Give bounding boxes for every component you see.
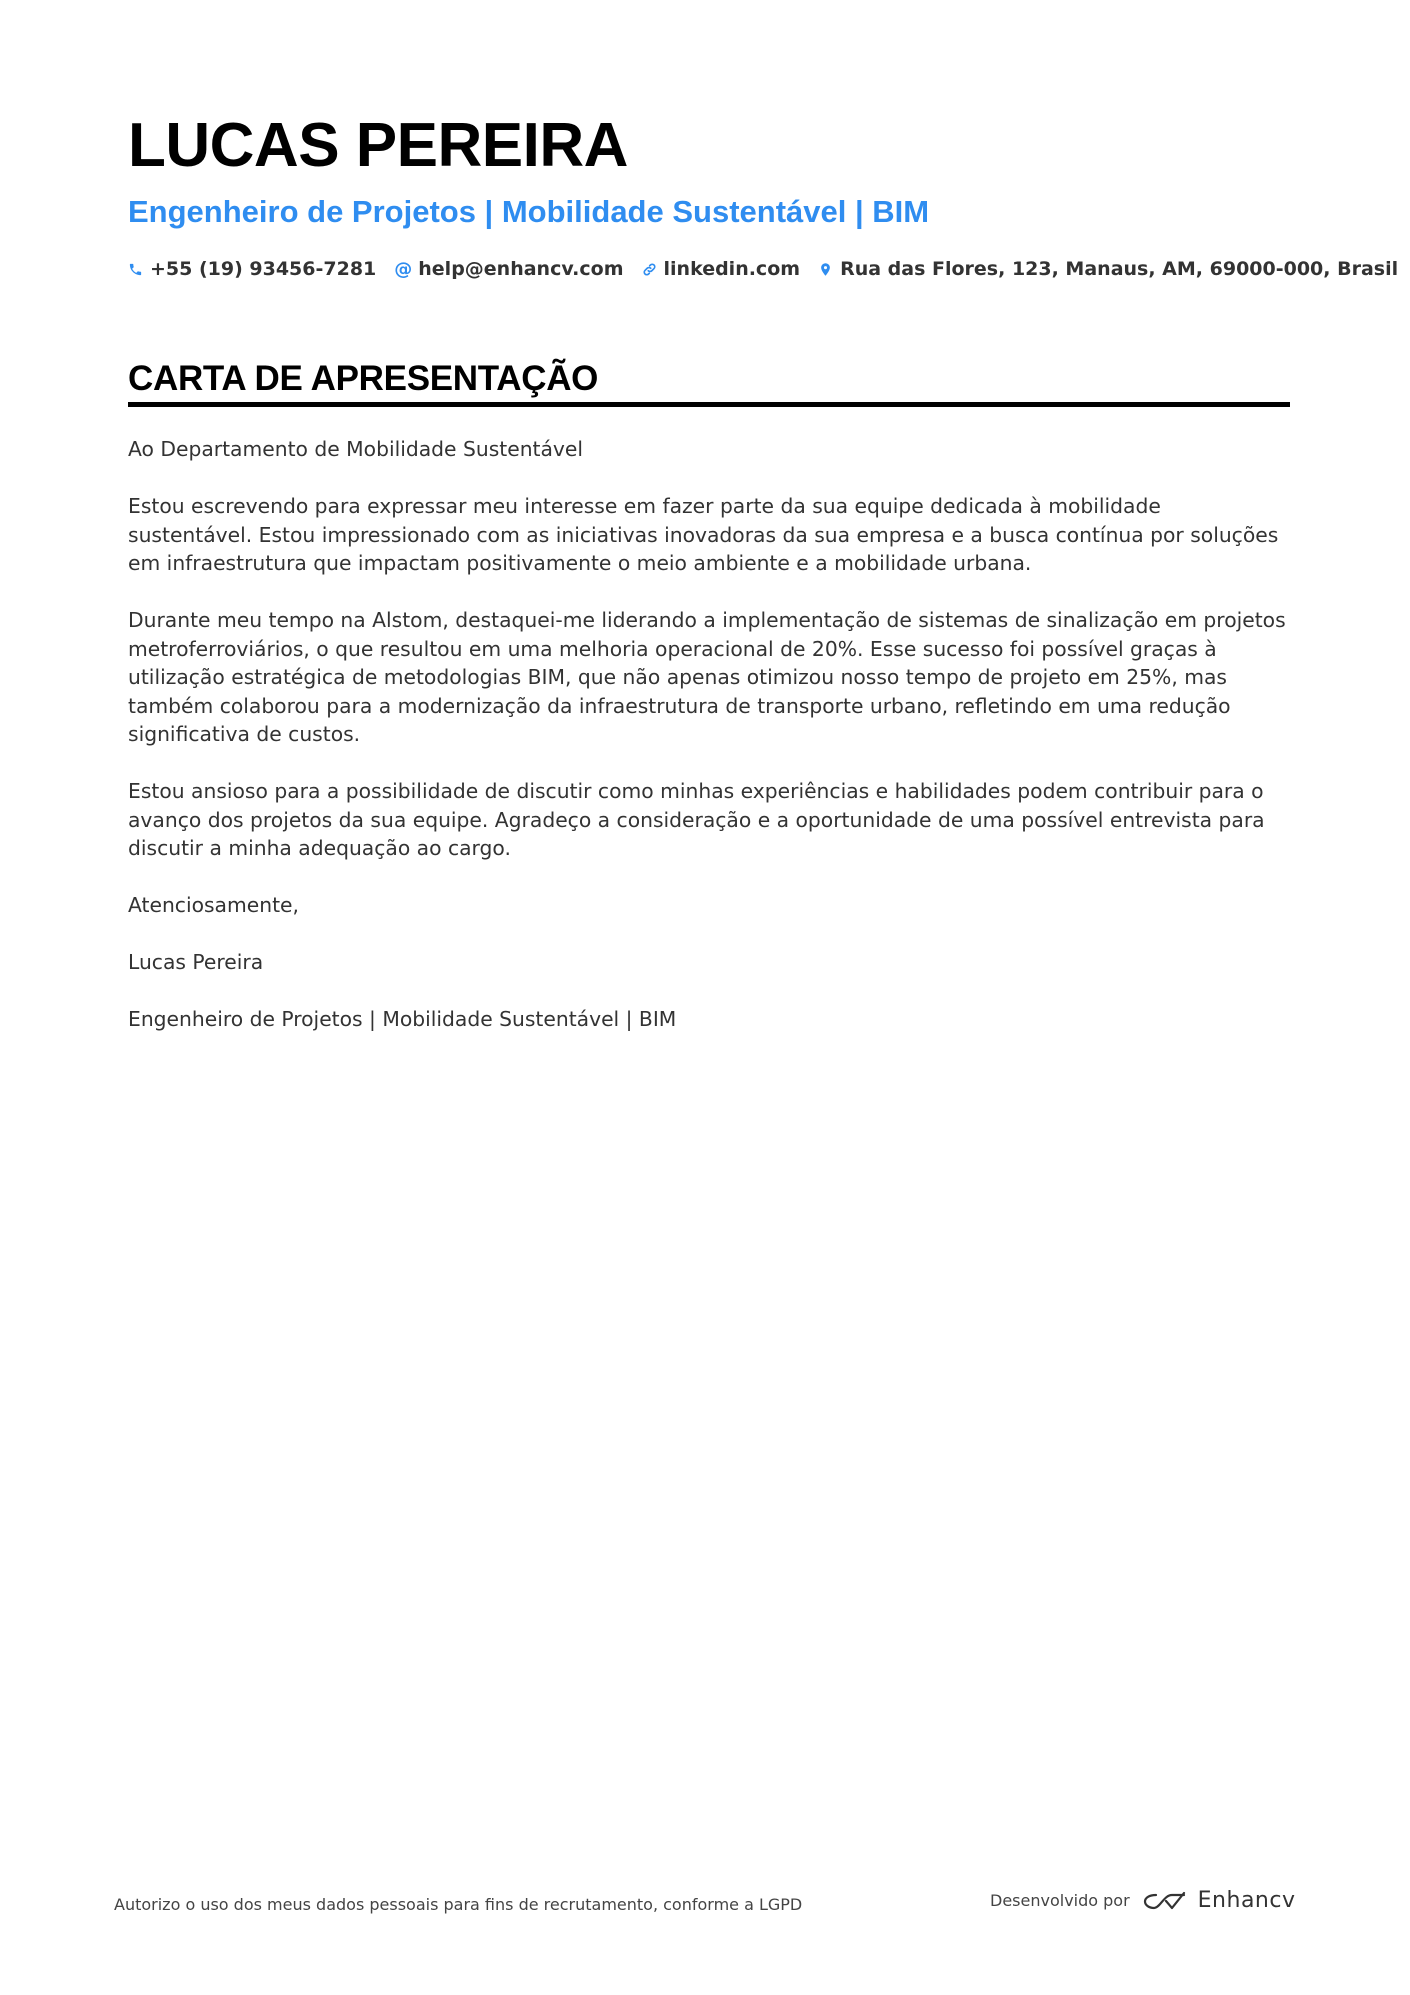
powered-by[interactable] xyxy=(990,1888,1295,1913)
contact-email[interactable] xyxy=(394,258,623,280)
contact-linkedin[interactable] xyxy=(642,258,801,280)
section-heading: CARTA DE APRESENTAÇÃO xyxy=(128,358,1290,407)
letter-paragraph-3: Estou ansioso para a possibilidade de discutir como minhas experiências e habilidades podem contribuir para o avanço dos projetos da sua equipe. Agradeço a consideração e a oportunidade de uma possível entrevista para discutir a minha adequação ao cargo. xyxy=(128,779,1265,860)
linkedin-text: linkedin.com xyxy=(663,258,801,280)
letter-paragraph-2: Durante meu tempo na Alstom, destaquei-me liderando a implementação de sistemas de sinalização em projetos metroferroviários, o que resultou em uma melhoria operacional de 20%. Esse sucesso foi possível graças à utilização estratégica de metodologias BIM, que não apenas otimizou nosso tempo de projeto em 25%, mas também colaborou para a modernização da infraestrutura de transporte urbano, refletindo em uma redução significativa de custos. xyxy=(128,608,1286,746)
letter-recipient: Ao Departamento de Mobilidade Sustentável xyxy=(128,437,584,461)
phone-icon xyxy=(128,262,143,277)
at-icon: @ xyxy=(394,258,413,280)
candidate-name: LUCAS PEREIRA xyxy=(128,111,628,180)
consent-note: Autorizo o uso dos meus dados pessoais para fins de recrutamento, conforme a LGPD xyxy=(114,1895,803,1914)
letter-body xyxy=(128,435,1290,1034)
link-icon xyxy=(642,262,657,277)
address-text: Rua das Flores, 123, Manaus, AM, 69000-000, Brasil xyxy=(840,258,1399,280)
letter-page xyxy=(128,110,1399,1062)
contact-phone[interactable] xyxy=(128,258,376,280)
candidate-title: Engenheiro de Projetos | Mobilidade Sustentável | BIM xyxy=(128,194,930,229)
signature-name: Lucas Pereira xyxy=(128,950,264,974)
enhancv-logo xyxy=(1142,1888,1296,1913)
location-pin-icon xyxy=(818,262,833,277)
email-text: help@enhancv.com xyxy=(418,258,624,280)
contact-bar xyxy=(128,258,1399,280)
letter-paragraph-1: Estou escrevendo para expressar meu interesse em fazer parte da sua equipe dedicada à mobilidade sustentável. Estou impressionado com as iniciativas inovadoras da sua empresa e a busca contínua por soluções em infraestrutura que impactam positivamente o meio ambiente e a mobilidade urbana. xyxy=(128,494,1279,575)
contact-address xyxy=(818,258,1398,280)
brand-name: Enhancv xyxy=(1197,1888,1296,1913)
letter-closing: Atenciosamente, xyxy=(128,893,299,917)
enhancv-logo-icon xyxy=(1142,1889,1188,1913)
signature-title: Engenheiro de Projetos | Mobilidade Sustentável | BIM xyxy=(128,1007,677,1031)
phone-text: +55 (19) 93456-7281 xyxy=(150,258,377,280)
powered-by-label: Desenvolvido por xyxy=(990,1891,1130,1910)
